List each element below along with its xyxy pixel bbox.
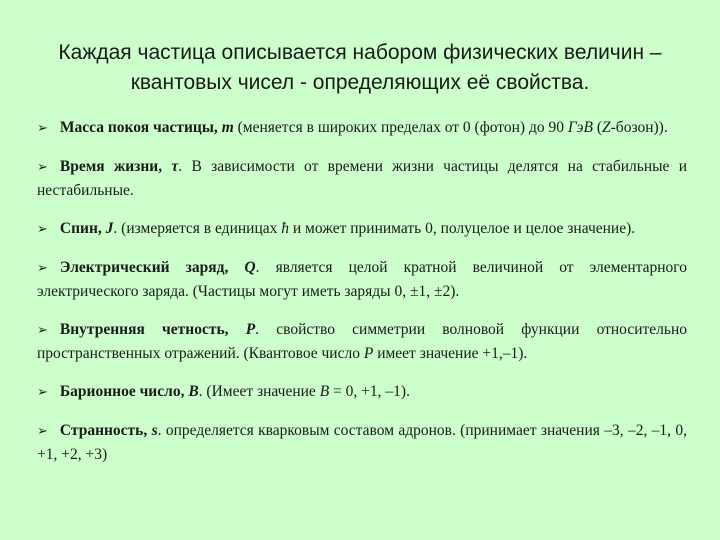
item-z: Z bbox=[602, 119, 611, 136]
item-symbol: P bbox=[245, 321, 256, 338]
item-term: Внутренняя четность, bbox=[59, 321, 246, 338]
item-text: . В зависимости от времени жизни частицы делятся на стабильные и нестабильные. bbox=[37, 158, 688, 199]
arrow-bullet-icon: ➢ bbox=[37, 222, 48, 237]
item-text: . является целой кратной величиной от элементарного электрического заряда. (Частицы могут иметь заряды 0, ±1, ±2). bbox=[37, 259, 687, 300]
item-text: . определяется кварковым составом адронов. (принимает значения –3, –2, –1, 0, +1, +2, +3) bbox=[37, 422, 687, 463]
item-term: Спин, bbox=[59, 220, 106, 237]
arrow-bullet-icon: ➢ bbox=[37, 261, 48, 276]
item-symbol: B bbox=[188, 383, 199, 400]
item-term: Барионное число, bbox=[59, 383, 189, 400]
arrow-bullet-icon: ➢ bbox=[37, 323, 48, 338]
item-text: -бозон)). bbox=[610, 119, 668, 136]
item-text: = 0, +1, –1). bbox=[329, 383, 410, 400]
item-p: P bbox=[363, 345, 374, 362]
item-text: . (измеряется в единицах bbox=[113, 220, 282, 237]
list-item-strangeness bbox=[37, 419, 687, 466]
item-hbar: ħ bbox=[281, 220, 289, 237]
item-term: Время жизни, bbox=[59, 158, 172, 175]
item-term: Странность, bbox=[59, 422, 152, 439]
item-text: . свойство симметрии волновой функции относительно пространственных отражений. (Квантовое число bbox=[37, 321, 687, 362]
item-text: и может принимать 0, полуцелое и целое значение). bbox=[289, 220, 636, 237]
item-text: ( bbox=[592, 119, 603, 136]
list-item-parity bbox=[37, 318, 687, 365]
slide-title bbox=[0, 38, 720, 98]
list-item-baryon bbox=[37, 380, 687, 404]
item-unit: ГэВ bbox=[567, 119, 593, 136]
item-term: Электрический заряд, bbox=[59, 259, 245, 276]
item-text: (меняется в широких пределах от 0 (фотон) до 90 bbox=[233, 119, 568, 136]
list-item-mass bbox=[37, 116, 687, 140]
list-item-charge bbox=[37, 256, 687, 303]
item-symbol: J bbox=[105, 220, 114, 237]
arrow-bullet-icon: ➢ bbox=[37, 424, 48, 439]
item-symbol: m bbox=[221, 119, 234, 136]
item-text: . (Имеет значение bbox=[198, 383, 320, 400]
list-item-spin bbox=[37, 217, 687, 241]
arrow-bullet-icon: ➢ bbox=[37, 121, 48, 136]
item-symbol: Q bbox=[244, 259, 256, 276]
quantum-number-list bbox=[37, 116, 687, 481]
item-term: Масса покоя частицы, bbox=[59, 119, 222, 136]
item-symbol: τ bbox=[171, 158, 179, 175]
arrow-bullet-icon: ➢ bbox=[37, 385, 48, 400]
item-symbol: s bbox=[151, 422, 158, 439]
list-item-lifetime bbox=[37, 155, 687, 202]
title-line-2: квантовых чисел - определяющих её свойства. bbox=[130, 71, 590, 94]
arrow-bullet-icon: ➢ bbox=[37, 160, 48, 175]
item-text: имеет значение +1,–1). bbox=[373, 345, 528, 362]
item-b: B bbox=[319, 383, 330, 400]
title-line-1: Каждая частица описывается набором физических величин – bbox=[58, 41, 662, 64]
